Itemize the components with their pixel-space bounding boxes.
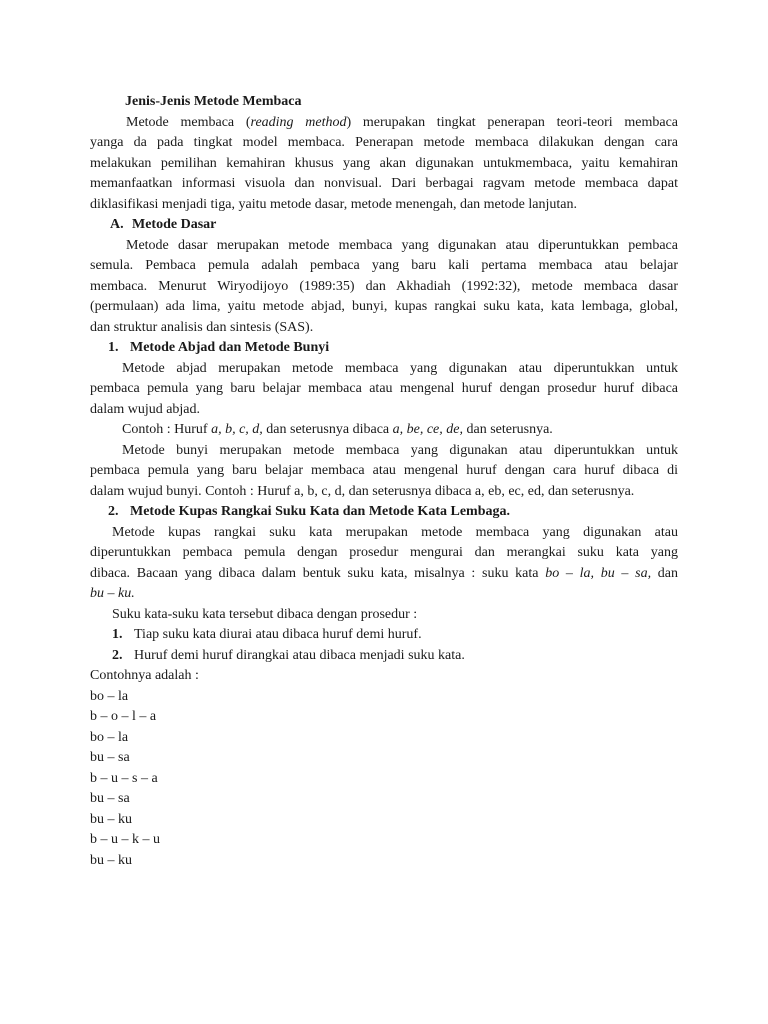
section-1-line: Metode abjad merupakan metode membaca yang digunakan atau diperuntukkan untuk (122, 360, 678, 376)
example-item: b – u – k – u (90, 832, 160, 847)
procedure-step: 1. Tiap suku kata diurai atau dibaca huruf demi huruf. (112, 627, 422, 642)
section-a-line: dan struktur analisis dan sintesis (SAS). (90, 319, 314, 335)
section-1-line: pembaca pemula yang baru belajar membaca atau mengenal huruf dengan cara huruf dibaca di (90, 463, 678, 478)
section-a-heading: A. Metode Dasar (110, 217, 217, 232)
intro-line: melakukan pemilihan kemahiran khusus yang akan digunakan untukmembaca, yaitu kemahiran (90, 155, 678, 171)
examples-intro: Contohnya adalah : (90, 668, 199, 683)
example-item: b – u – s – a (90, 770, 158, 786)
section-2-heading: 2. Metode Kupas Rangkai Suku Kata dan Metode Kata Lembaga. (108, 504, 510, 519)
example-line: Contoh : Huruf a, b, c, d, dan seterusnya dibaca a, be, ce, de, dan seterusnya. (122, 422, 553, 437)
section-a-line: Metode dasar merupakan metode membaca yang digunakan atau diperuntukkan pembaca (126, 237, 678, 253)
intro-line: yanga da pada tingkat model membaca. Penerapan metode membaca dilakukan dengan cara (90, 135, 678, 150)
example-item: bo – la (90, 729, 129, 745)
section-2-line: dibaca. Bacaan yang dibaca dalam bentuk suku kata, misalnya : suku kata bo – la, bu – sa, dan (90, 565, 678, 581)
example-item: b – o – l – a (90, 709, 157, 724)
example-item: bu – sa (90, 750, 130, 765)
procedure-intro: Suku kata-suku kata tersebut dibaca dengan prosedur : (112, 606, 418, 622)
intro-line: diklasifikasi menjadi tiga, yaitu metode dasar, metode menengah, dan metode lanjutan. (90, 196, 577, 212)
example-item: bo – la (90, 688, 129, 704)
intro-line: memanfaatkan informasi visuola dan nonvisual. Dari berbagai ragvam metode membaca dapat (90, 176, 678, 191)
section-2-line: bu – ku. (90, 586, 135, 601)
intro-line: Metode membaca (reading method) merupakan tingkat penerapan teori-teori membaca (126, 114, 678, 130)
section-2-line: diperuntukkan pembaca pemula dengan prosedur mengurai dan merangkai suku kata yang (90, 545, 678, 560)
section-1-line: dalam wujud bunyi. Contoh : Huruf a, b, c, d, dan seterusnya dibaca a, eb, ec, ed, dan seterusnya. (90, 483, 635, 499)
section-1-line: dalam wujud abjad. (90, 401, 201, 417)
example-item: bu – ku (90, 852, 132, 868)
document-title: Jenis-Jenis Metode Membaca (125, 94, 302, 109)
procedure-step: 2. Huruf demi huruf dirangkai atau dibaca menjadi suku kata. (112, 647, 465, 663)
section-a-line: (permulaan) ada lima, yaitu metode abjad, bunyi, kupas rangkai suku kata, kata lembaga, global, (90, 299, 678, 314)
section-1-line: pembaca pemula yang baru belajar membaca atau mengenal huruf dengan prosedur huruf dibaca (90, 381, 678, 396)
section-a-line: semula. Pembaca pemula adalah pembaca yang baru kali pertama membaca atau belajar (90, 258, 678, 273)
document-body (90, 92, 678, 871)
example-item: bu – sa (90, 791, 130, 806)
section-1-heading: 1. Metode Abjad dan Metode Bunyi (108, 340, 330, 355)
example-item: bu – ku (90, 811, 132, 827)
section-a-line: membaca. Menurut Wiryodijoyo (1989:35) dan Akhadiah (1992:32), metode membaca dasar (90, 278, 678, 294)
section-1-line: Metode bunyi merupakan metode membaca yang digunakan atau diperuntukkan untuk (122, 442, 678, 458)
section-2-line: Metode kupas rangkai suku kata merupakan metode membaca yang digunakan atau (112, 524, 678, 540)
